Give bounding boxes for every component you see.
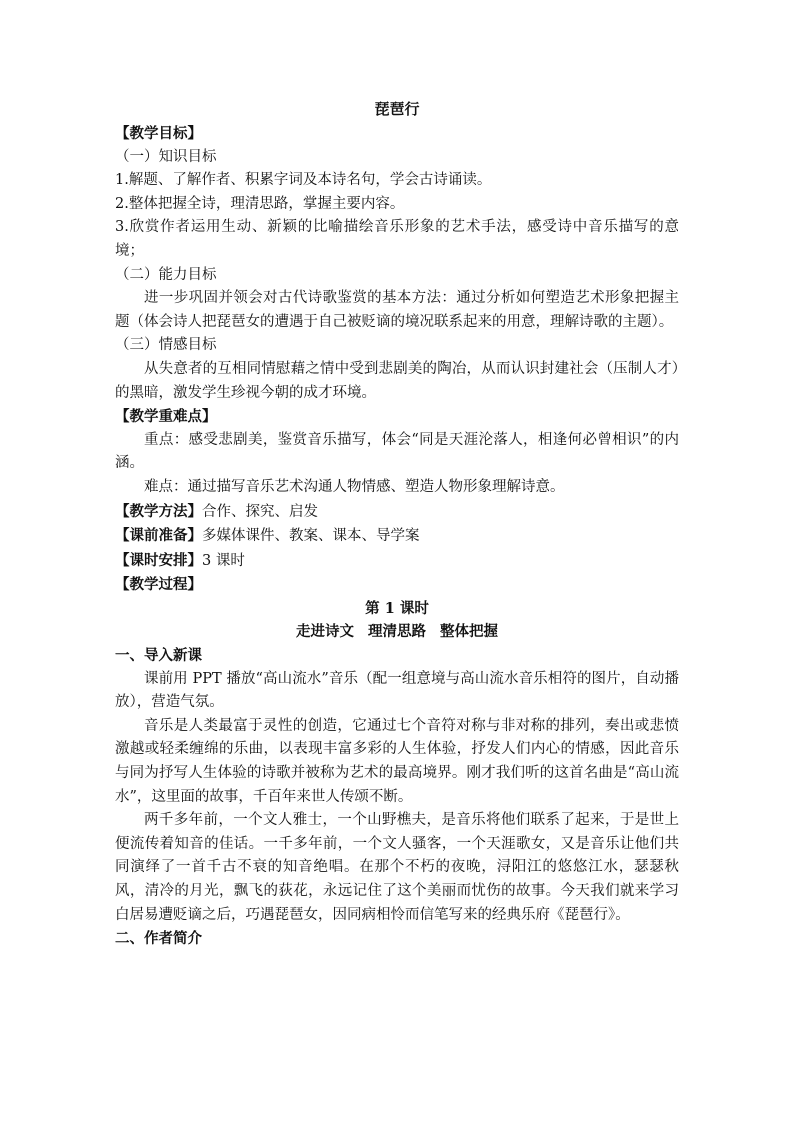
knowledge-item: 3.欣赏作者运用生动、新颖的比喻描绘音乐形象的艺术手法，感受诗中音乐描写的意境； (115, 219, 679, 259)
lesson-subtitle-part: 走进诗文 (296, 623, 354, 641)
section-paragraph: 音乐是人类最富于灵性的创造，它通过七个音符对称与非对称的排列，奏出或悲愤激越或轻柔缠绵的乐曲，以表现丰富多彩的人生体验，抒发人们内心的情感，因此音乐与同为抒写人生体验的诗歌并被称为艺术的最高境界。刚才我们听的这首名曲是“高山流水”，这里面的故事，千百年来世人传颂不断。 (115, 717, 679, 805)
teaching-method-row (115, 500, 679, 525)
lesson-title: 第 1 课时 (365, 599, 429, 617)
section-paragraph: 课前用 PPT 播放“高山流水”音乐（配一组意境与高山流水音乐相符的图片，自动播放），营造气氛。 (115, 670, 679, 711)
knowledge-item: 1.解题、了解作者、积累字词及本诗名句，学会古诗诵读。 (115, 172, 492, 189)
process-heading: 【教学过程】 (115, 576, 202, 594)
section-heading: 二、作者简介 (115, 930, 202, 948)
key-point-difficulty: 难点：通过描写音乐艺术沟通人物情感、塑造人物形象理解诗意。 (144, 478, 565, 495)
schedule-row (115, 549, 679, 574)
schedule-label: 【课时安排】 (115, 551, 202, 569)
lesson-subtitle-part: 理清思路 (368, 623, 426, 641)
preparation-label: 【课前准备】 (115, 527, 202, 545)
schedule-value: 3 课时 (202, 552, 245, 569)
document-page (115, 96, 679, 951)
ability-objectives-text: 进一步巩固并领会对古代诗歌鉴赏的基本方法：通过分析如何塑造艺术形象把握主题（体会诗人把琵琶女的遭遇于自己被贬谪的境况联系起来的用意，理解诗歌的主题）。 (115, 290, 679, 330)
emotion-objectives-heading: （三）情感目标 (115, 337, 217, 354)
knowledge-objectives-heading: （一）知识目标 (115, 148, 217, 165)
section-heading: 一、导入新课 (115, 647, 202, 665)
objectives-heading: 【教学目标】 (115, 125, 202, 142)
section-paragraph: 两千多年前，一个文人雅士，一个山野樵夫，是音乐将他们联系了起来，于是世上便流传着知音的佳话。一千多年前，一个文人骚客，一个天涯歌女，又是音乐让他们共同演绎了一首千古不衰的知音绝唱。在那个不朽的夜晚，浔阳江的悠悠江水，瑟瑟秋风，清冷的月光，飘飞的荻花，永远记住了这个美丽而忧伤的故事。今天我们就来学习白居易遭贬谪之后，巧遇琵琶女，因同病相怜而信笔写来的经典乐府《琵琶行》。 (115, 812, 679, 923)
ability-objectives-heading: （二）能力目标 (115, 266, 217, 283)
document-title: 琵琶行 (374, 100, 420, 118)
emotion-objectives-text: 从失意者的互相同情慰藉之情中受到悲剧美的陶冶，从而认识封建社会（压制人才）的黑暗，激发学生珍视今朝的成才环境。 (115, 360, 679, 401)
key-point-focus: 重点：感受悲剧美，鉴赏音乐描写，体会“同是天涯沦落人，相逢何必曾相识”的内涵。 (115, 431, 679, 472)
knowledge-item: 2.整体把握全诗，理清思路，掌握主要内容。 (115, 195, 405, 212)
key-points-heading: 【教学重难点】 (115, 408, 217, 426)
preparation-row (115, 524, 679, 549)
preparation-value: 多媒体课件、教案、课本、导学案 (202, 528, 420, 545)
lesson-subtitle (115, 620, 679, 644)
lesson-subtitle-part: 整体把握 (440, 623, 498, 641)
teaching-method-value: 合作、探究、启发 (202, 503, 318, 520)
teaching-method-label: 【教学方法】 (115, 502, 202, 520)
